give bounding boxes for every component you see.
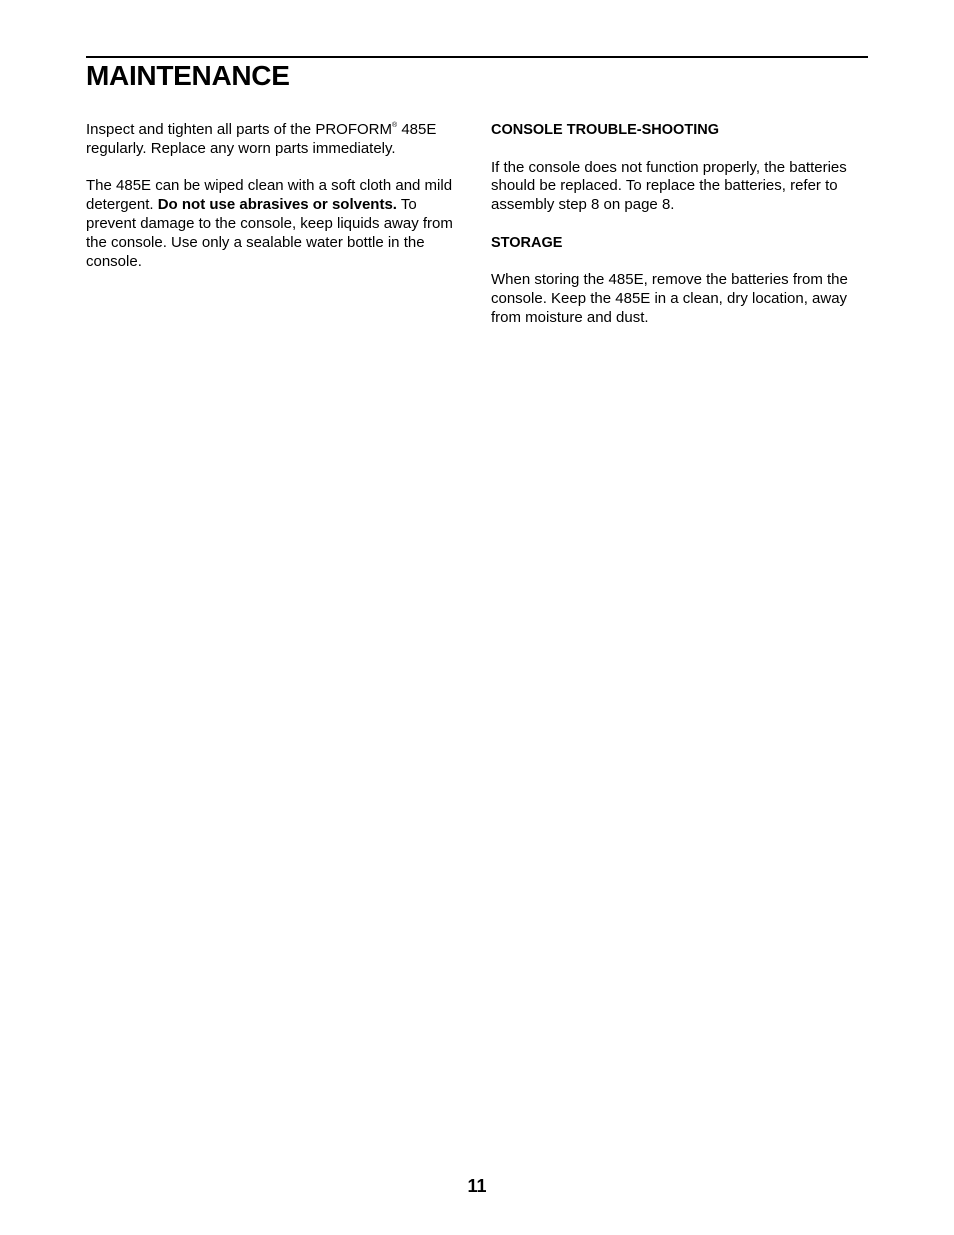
inspect-text-start: Inspect and tighten all parts of the PROFORM bbox=[86, 121, 392, 138]
left-column bbox=[86, 120, 464, 290]
console-troubleshooting-paragraph: If the console does not function properly, the batteries should be replaced. To replace the batteries, refer to assembly step 8 on page 8. bbox=[491, 158, 847, 214]
page-title: MAINTENANCE bbox=[86, 60, 290, 91]
storage-heading: STORAGE bbox=[491, 234, 563, 251]
console-troubleshooting-heading: CONSOLE TROUBLE-SHOOTING bbox=[491, 122, 719, 138]
right-column bbox=[491, 120, 869, 347]
inspect-text-end: 485E regularly. Replace any worn parts immediately. bbox=[86, 121, 437, 157]
cleaning-text-start: The 485E can be wiped clean with a soft cloth and mild detergent. bbox=[86, 177, 453, 214]
cleaning-warning: Do not use abrasives or solvents. bbox=[157, 196, 397, 214]
cleaning-text-end: To prevent damage to the console, keep liquids away from the console. Use only a sealable water bottle in the console. bbox=[86, 196, 453, 270]
inspect-paragraph bbox=[86, 121, 464, 159]
storage-paragraph: When storing the 485E, remove the batteries from the console. Keep the 485E in a clean, dry location, away from moisture and dust. bbox=[491, 271, 848, 326]
registered-mark: ® bbox=[391, 122, 398, 129]
page-number: 11 bbox=[467, 1176, 487, 1196]
cleaning-paragraph bbox=[86, 177, 464, 271]
